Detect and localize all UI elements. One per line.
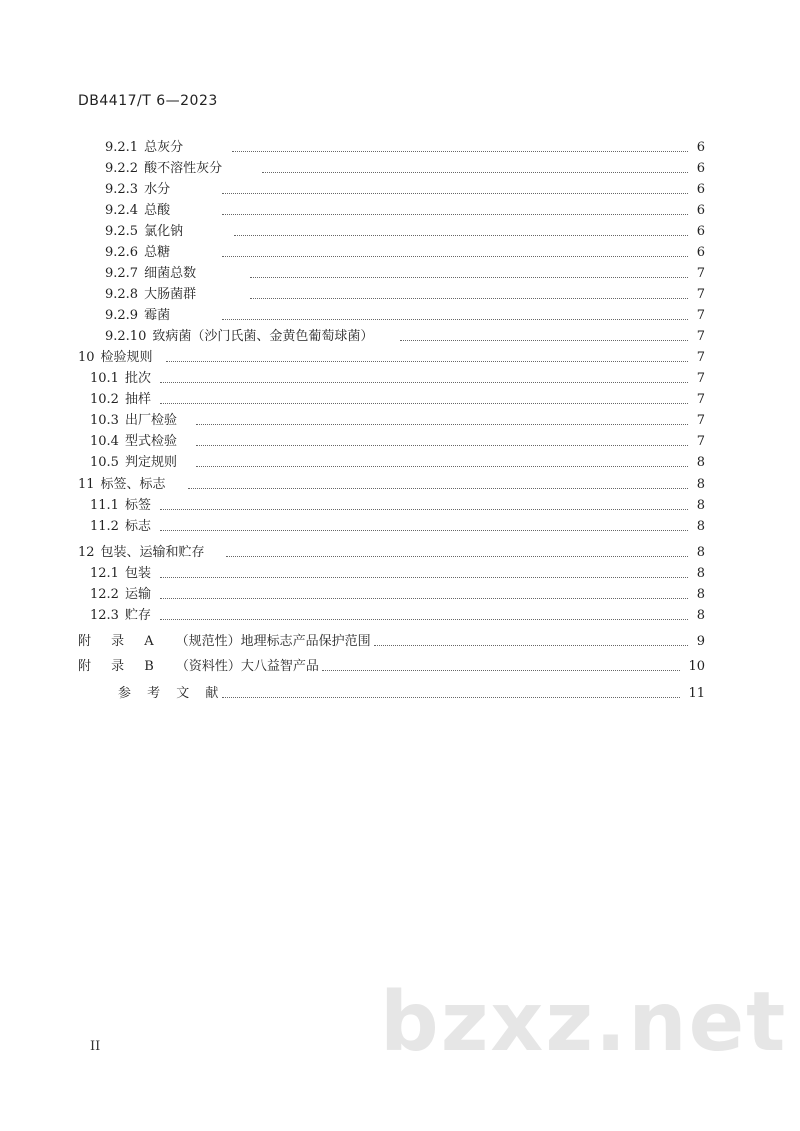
toc-entry-number: 10.3 <box>90 413 119 428</box>
toc-entry-page: 8 <box>696 498 705 513</box>
toc-entry-page: 6 <box>696 161 705 176</box>
toc-entry-label <box>105 201 170 221</box>
toc-leader-dots <box>222 256 688 257</box>
toc-entry[interactable] <box>0 453 800 473</box>
toc-entry[interactable] <box>0 657 800 677</box>
toc-entry-title: 酸不溶性灰分 <box>144 161 223 176</box>
toc-entry-number: 11.2 <box>90 519 119 534</box>
toc-entry-label <box>90 517 151 537</box>
toc-entry-title: 批次 <box>124 371 151 386</box>
toc-entry-title: 大肠菌群 <box>144 287 197 302</box>
toc-entry-page: 6 <box>696 224 705 239</box>
toc-leader-dots <box>322 670 680 671</box>
toc-entry-number: 10.2 <box>90 392 119 407</box>
toc-entry[interactable] <box>0 201 800 221</box>
toc-entry-page: 6 <box>696 203 705 218</box>
toc-entry-title: 标志 <box>124 519 151 534</box>
toc-entry[interactable] <box>0 159 800 179</box>
toc-leader-dots <box>196 445 688 446</box>
toc-entry[interactable] <box>0 432 800 452</box>
toc-entry-number: 10.1 <box>90 371 119 386</box>
toc-entry[interactable] <box>0 517 800 537</box>
toc-entry[interactable] <box>0 496 800 516</box>
toc-entry-number: 9.2.2 <box>105 161 139 176</box>
toc-entry-number: 9.2.9 <box>105 308 139 323</box>
document-code: DB4417/T 6—2023 <box>78 93 218 109</box>
toc-entry[interactable] <box>0 585 800 605</box>
toc-entry-number: 10.5 <box>90 455 119 470</box>
toc-entry-label <box>105 243 170 263</box>
toc-leader-dots <box>160 382 688 383</box>
toc-entry-label <box>90 432 177 452</box>
toc-entry-page: 7 <box>696 266 705 281</box>
toc-entry-title: 致病菌（沙门氏菌、金黄色葡萄球菌） <box>152 329 374 344</box>
toc-entry-page: 11 <box>688 686 705 701</box>
toc-entry-number: 附 录 A <box>78 634 162 649</box>
toc-leader-dots <box>222 697 680 698</box>
toc-entry-title: 总糖 <box>144 245 171 260</box>
toc-entry-number: 9.2.8 <box>105 287 139 302</box>
toc-entry-page: 8 <box>696 519 705 534</box>
toc-entry-number: 10.4 <box>90 434 119 449</box>
toc-entry[interactable] <box>0 138 800 158</box>
toc-leader-dots <box>166 361 688 362</box>
toc-leader-dots <box>160 577 688 578</box>
toc-leader-dots <box>226 556 688 557</box>
toc-leader-dots <box>160 598 688 599</box>
toc-entry-page: 7 <box>696 371 705 386</box>
toc-entry-title: 抽样 <box>124 392 151 407</box>
toc-leader-dots <box>232 151 688 152</box>
toc-entry[interactable] <box>0 327 800 347</box>
toc-entry-number: 9.2.3 <box>105 182 139 197</box>
toc-entry-page: 7 <box>696 350 705 365</box>
toc-entry-page: 10 <box>688 659 705 674</box>
toc-leader-dots <box>160 619 688 620</box>
toc-entry-label <box>105 306 170 326</box>
toc-leader-dots <box>160 509 688 510</box>
toc-entry-label <box>78 543 205 563</box>
toc-entry-label <box>78 475 166 495</box>
toc-entry-number: 9.2.7 <box>105 266 139 281</box>
toc-entry-label <box>78 632 371 652</box>
toc-entry-title: 运输 <box>124 587 151 602</box>
toc-entry-title: 氯化钠 <box>144 224 184 239</box>
toc-leader-dots <box>400 340 688 341</box>
toc-entry-title: 总酸 <box>144 203 171 218</box>
toc-entry-title: 出厂检验 <box>124 413 177 428</box>
toc-entry-label <box>105 285 196 305</box>
toc-entry-label <box>105 327 373 347</box>
toc-entry[interactable] <box>0 632 800 652</box>
toc-entry-number: 10 <box>78 350 95 365</box>
toc-entry-title: 细菌总数 <box>144 266 197 281</box>
toc-leader-dots <box>222 319 688 320</box>
toc-entry-number: 9.2.4 <box>105 203 139 218</box>
toc-entry-number: 11.1 <box>90 498 119 513</box>
toc-entry[interactable] <box>0 411 800 431</box>
toc-entry-page: 8 <box>696 587 705 602</box>
toc-entry[interactable] <box>0 306 800 326</box>
toc-entry[interactable] <box>0 285 800 305</box>
page-number: II <box>90 1039 101 1054</box>
toc-entry-label <box>118 684 224 704</box>
toc-entry-page: 9 <box>696 634 705 649</box>
toc-entry-label <box>90 496 151 516</box>
toc-entry-label <box>90 453 177 473</box>
toc-entry-page: 6 <box>696 140 705 155</box>
toc-entry-page: 8 <box>696 608 705 623</box>
toc-entry-label <box>90 585 151 605</box>
toc-entry-label <box>105 264 196 284</box>
toc-entry-page: 7 <box>696 329 705 344</box>
toc-leader-dots <box>160 530 688 531</box>
toc-entry-label <box>105 222 183 242</box>
toc-entry-page: 8 <box>696 455 705 470</box>
toc-entry[interactable] <box>0 564 800 584</box>
toc-entry-label <box>78 657 319 677</box>
toc-entry-page: 7 <box>696 413 705 428</box>
toc-entry-page: 7 <box>696 287 705 302</box>
toc-entry[interactable] <box>0 369 800 389</box>
toc-entry-number: 9.2.5 <box>105 224 139 239</box>
toc-entry-title: 霉菌 <box>144 308 171 323</box>
toc-entry-label <box>105 180 170 200</box>
toc-entry-number: 9.2.6 <box>105 245 139 260</box>
toc-entry[interactable] <box>0 180 800 200</box>
toc-entry-label <box>90 390 151 410</box>
toc-entry-title: 贮存 <box>124 608 151 623</box>
toc-leader-dots <box>160 403 688 404</box>
toc-entry[interactable] <box>0 243 800 263</box>
toc-leader-dots <box>374 645 688 646</box>
toc-entry-page: 6 <box>696 245 705 260</box>
toc-entry[interactable] <box>0 543 800 563</box>
toc-entry-number: 9.2.1 <box>105 140 139 155</box>
toc-entry-title: 包装 <box>124 566 151 581</box>
toc-entry[interactable] <box>0 264 800 284</box>
toc-leader-dots <box>262 172 688 173</box>
toc-entry-page: 8 <box>696 566 705 581</box>
toc-entry-label <box>90 606 151 626</box>
toc-entry-page: 7 <box>696 308 705 323</box>
toc-leader-dots <box>196 424 688 425</box>
toc-entry-title: 标签、标志 <box>100 477 166 492</box>
toc-entry-title: 参 考 文 献 <box>118 686 225 701</box>
toc-entry-number: 12 <box>78 545 95 560</box>
toc-entry[interactable] <box>0 222 800 242</box>
toc-entry-label <box>78 348 153 368</box>
toc-entry[interactable] <box>0 684 800 704</box>
toc-entry[interactable] <box>0 475 800 495</box>
toc-leader-dots <box>250 298 688 299</box>
toc-entry-label <box>90 564 151 584</box>
toc-entry-title: 总灰分 <box>144 140 184 155</box>
toc-entry-page: 6 <box>696 182 705 197</box>
toc-entry-label <box>90 369 151 389</box>
toc-entry-label <box>90 411 177 431</box>
toc-entry-number: 附 录 B <box>78 659 162 674</box>
toc-entry-number: 12.1 <box>90 566 119 581</box>
toc-entry-title: 判定规则 <box>124 455 177 470</box>
toc-entry-page: 8 <box>696 545 705 560</box>
toc-entry-number: 9.2.10 <box>105 329 147 344</box>
toc-entry-title: 水分 <box>144 182 171 197</box>
toc-leader-dots <box>196 466 688 467</box>
toc-entry-title: 标签 <box>124 498 151 513</box>
watermark-logo: bzxz.net <box>380 975 788 1070</box>
toc-entry-number: 12.2 <box>90 587 119 602</box>
toc-entry-label <box>105 159 222 179</box>
toc-entry-title: （资料性）大八益智产品 <box>175 659 319 674</box>
toc-leader-dots <box>250 277 688 278</box>
toc-entry[interactable] <box>0 606 800 626</box>
toc-leader-dots <box>234 235 688 236</box>
toc-entry-title: （规范性）地理标志产品保护范围 <box>175 634 371 649</box>
toc-leader-dots <box>188 488 688 489</box>
toc-entry-number: 11 <box>78 477 95 492</box>
toc-entry-title: 检验规则 <box>100 350 153 365</box>
toc-entry-page: 8 <box>696 477 705 492</box>
toc-entry-label <box>105 138 183 158</box>
toc-entry-title: 包装、运输和贮存 <box>100 545 205 560</box>
toc-entry-number: 12.3 <box>90 608 119 623</box>
toc-entry[interactable] <box>0 390 800 410</box>
toc-entry-page: 7 <box>696 434 705 449</box>
toc-entry-page: 7 <box>696 392 705 407</box>
toc-entry[interactable] <box>0 348 800 368</box>
toc-leader-dots <box>222 193 688 194</box>
toc-entry-title: 型式检验 <box>124 434 177 449</box>
toc-leader-dots <box>222 214 688 215</box>
